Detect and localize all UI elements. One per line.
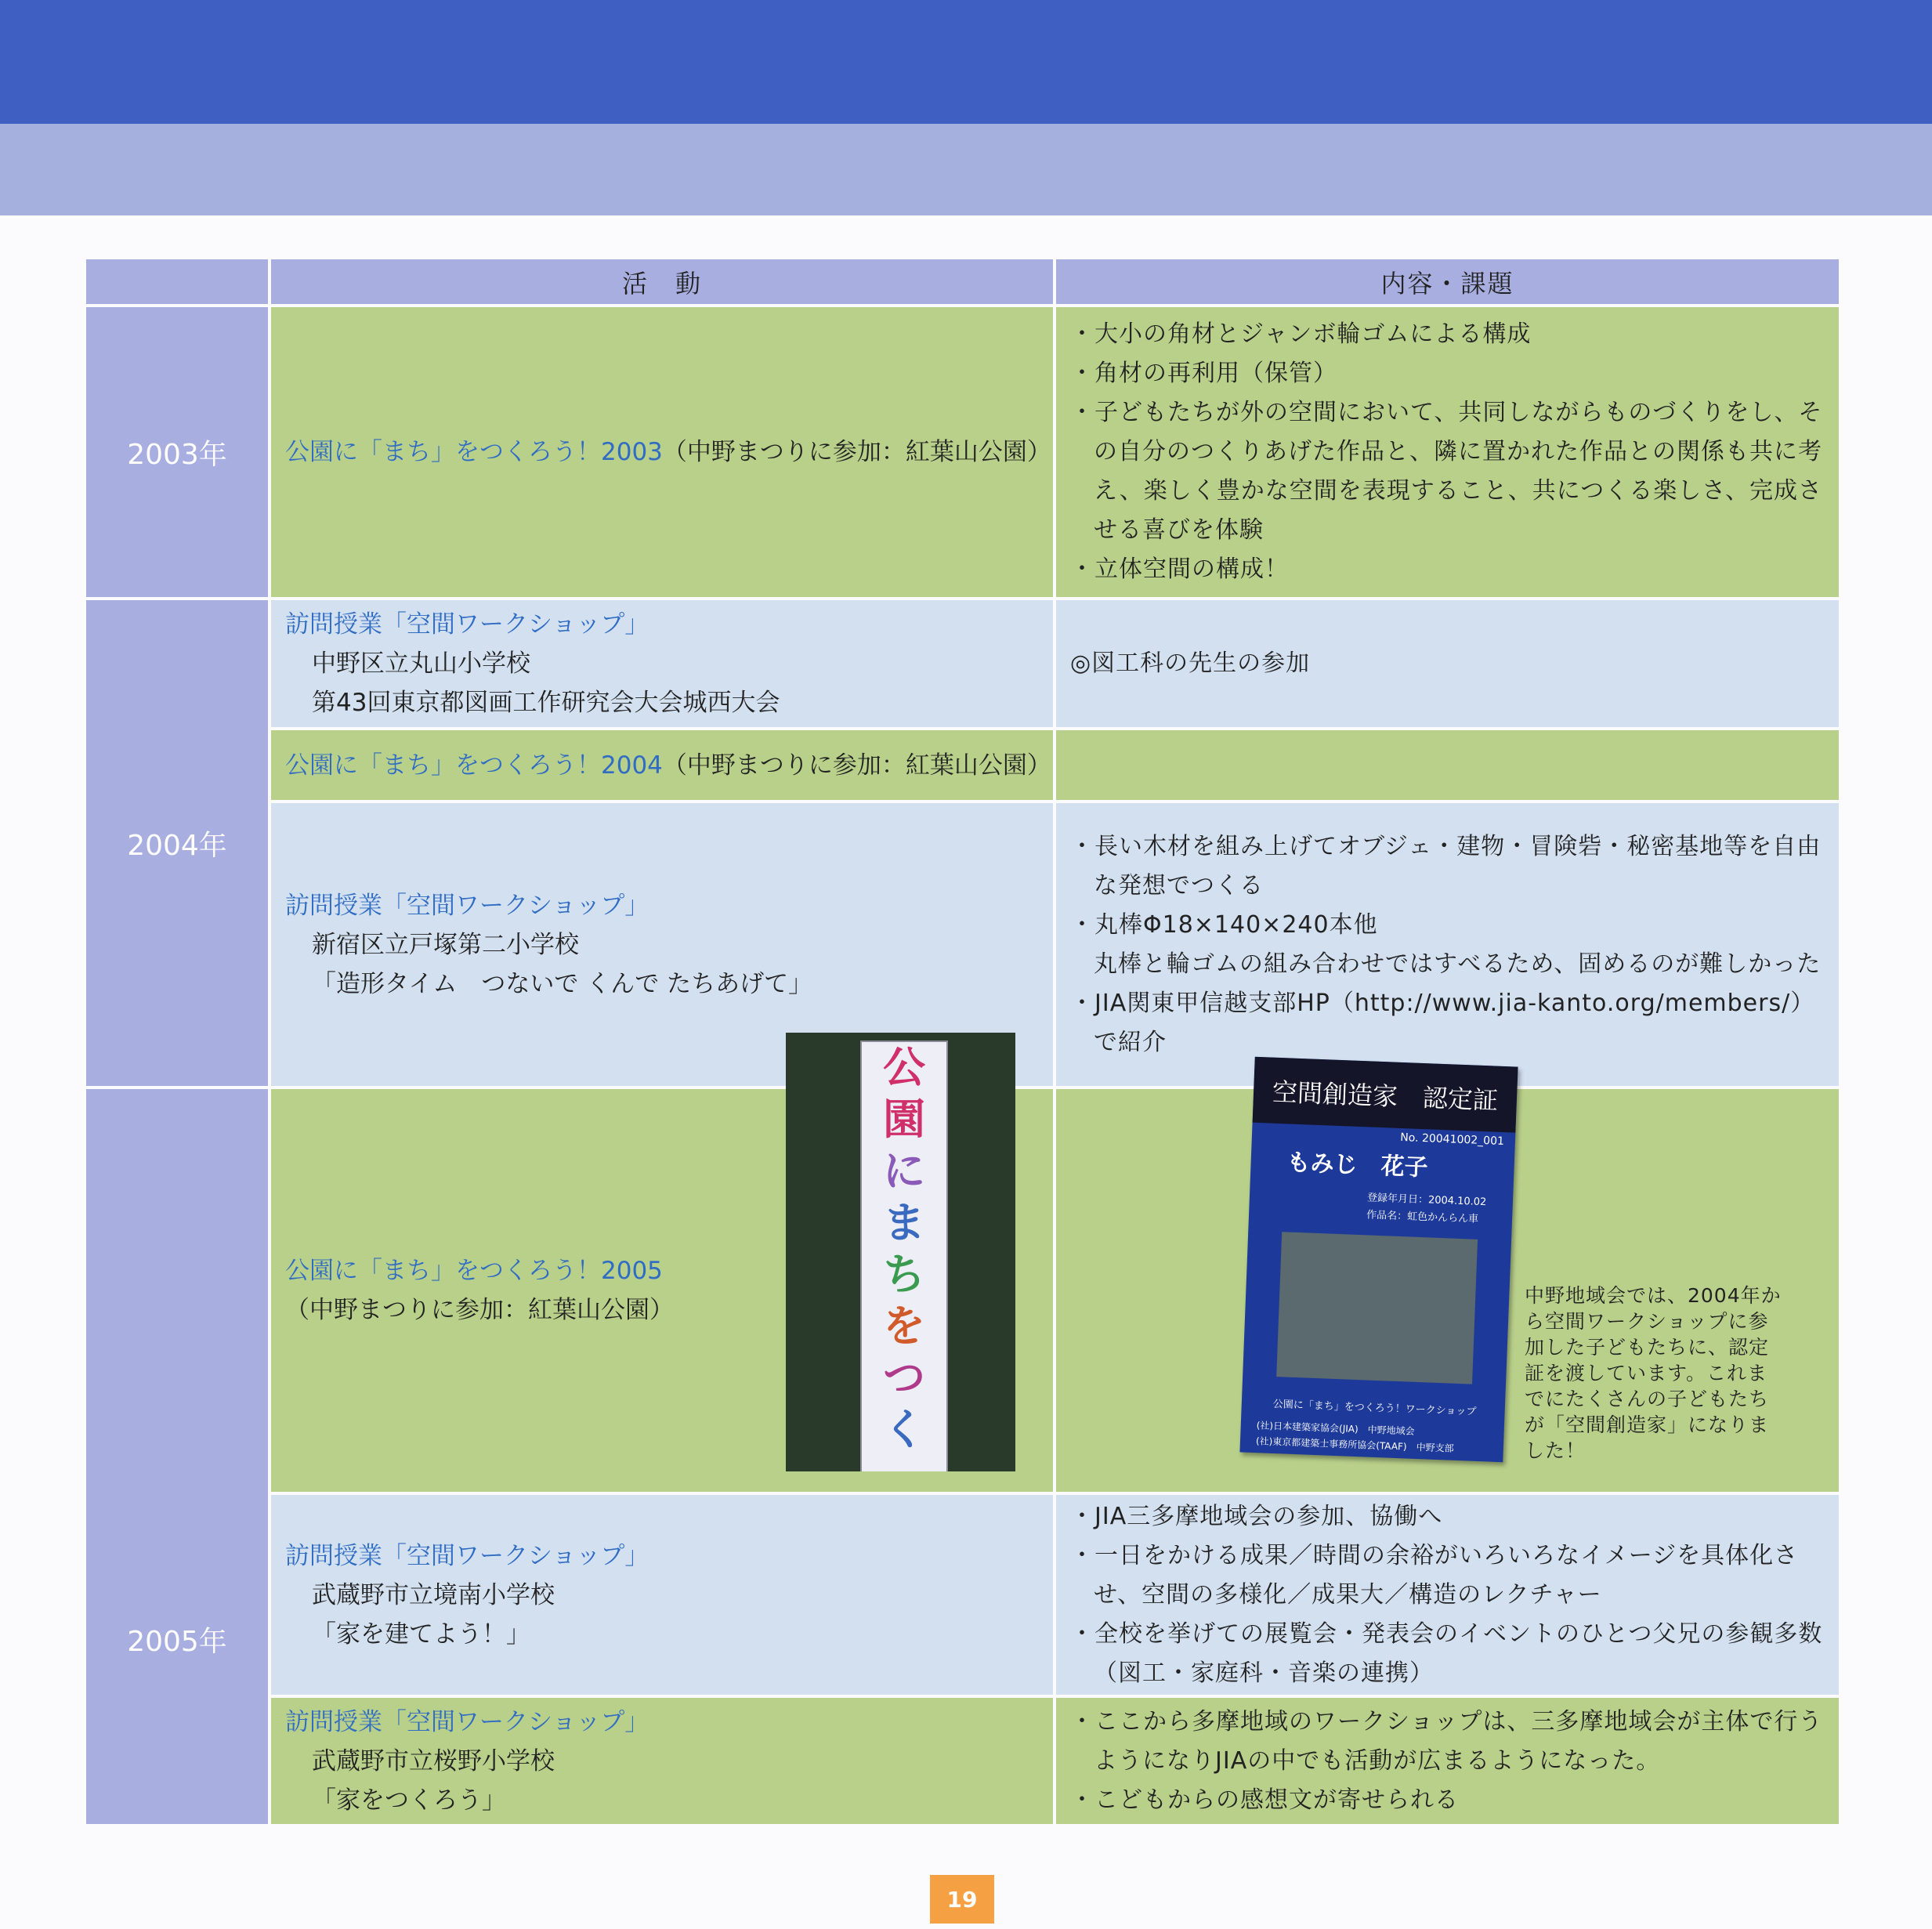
activity-sub: （中野まつりに参加：紅葉山公園） (662, 751, 1051, 780)
certificate-card (1239, 1057, 1518, 1463)
activity-sub: （中野まつりに参加：紅葉山公園） (662, 438, 1051, 466)
certificate-org: (社)東京都建築士事務所協会(TAAF) 中野支部 (1255, 1435, 1454, 1454)
certificate-org: (社)日本建築家協会(JIA) 中野地域会 (1256, 1420, 1415, 1437)
content-line: ・長い木材を組み上げてオブジェ・建物・冒険砦・秘密基地等を自由な発想でつくる (1070, 832, 1822, 899)
year-2005 (86, 1089, 268, 1824)
activity-event: 「造形タイム つないで くんで たちあげて」 (312, 969, 813, 998)
content-line: ・一日をかける成果／時間の余裕がいろいろなイメージを具体化させ、空間の多様化／成果大／構造のレクチャー (1070, 1541, 1799, 1609)
certificate-title: 空間創造家 認定証 (1253, 1057, 1518, 1133)
row-2004b-content (1056, 730, 1839, 800)
content-line: ・JIA関東甲信越支部HP（http://www.jia-kanto.org/members/）で紹介 (1070, 989, 1815, 1056)
content-line: ・全校を挙げての展覧会・発表会のイベントのひとつ父兄の参観多数（図工・家庭科・音楽の連携） (1070, 1620, 1823, 1687)
banner-char: ち (883, 1250, 925, 1299)
activity-school: 中野区立丸山小学校 (312, 650, 530, 678)
header-band (0, 0, 1932, 124)
activity-school: 武蔵野市立桜野小学校 (312, 1746, 555, 1775)
year-2004: 2004年 (86, 600, 268, 1086)
year-2005-label: 2005年 (127, 1626, 227, 1658)
certificate-work: 作品名：虹色かんらん車 (1366, 1209, 1479, 1225)
certificate-photo (1276, 1232, 1478, 1384)
certificate-date: 登録年月日：2004.10.02 (1366, 1192, 1487, 1209)
activity-title: 訪問授業「空間ワークショップ」 (285, 1707, 649, 1736)
banner-char: を (883, 1301, 925, 1351)
content-line: ・子どもたちが外の空間において、共同しながらものづくりをし、その自分のつくりあげた作品と、隣に置かれた作品との関係も共に考え、楽しく豊かな空間を表現すること、共につくる楽しさ、完成させる喜びを体験 (1070, 399, 1823, 544)
content-line: ・角材の再利用（保管） (1070, 360, 1337, 387)
header-corner (86, 259, 268, 304)
row-2005b-activity (271, 1495, 1053, 1695)
banner-char: つ (883, 1353, 925, 1402)
banner-char: に (883, 1146, 925, 1196)
activity-title: 公園に「まち」をつくろう！2005 (285, 1257, 663, 1285)
content-line: ・大小の角材とジャンボ輪ゴムによる構成 (1070, 320, 1532, 348)
activity-event: 「家を建てよう！」 (312, 1620, 530, 1649)
festival-banner (860, 1041, 948, 1471)
banner-char: 公 (883, 1043, 925, 1092)
activity-title: 訪問授業「空間ワークショップ」 (285, 1541, 649, 1570)
activity-title: 訪問授業「空間ワークショップ」 (285, 610, 649, 639)
activity-sub: （中野まつりに参加：紅葉山公園） (285, 1296, 674, 1324)
row-2005c-content (1056, 1698, 1839, 1824)
header-content: 内容・課題 (1056, 259, 1839, 304)
row-2003-activity (271, 307, 1053, 597)
content-line: ◎図工科の先生の参加 (1070, 650, 1311, 677)
header-activity: 活 動 (271, 259, 1053, 304)
activity-title: 公園に「まち」をつくろう！2003 (285, 438, 663, 466)
certificate-note: 中野地域会では、2004年から空間ワークショップに参加した子どもたちに、認定証を渡しています。これまでにたくさんの子どもたちが「空間創造家」になりました！ (1525, 1284, 1782, 1462)
banner-char: 園 (883, 1095, 925, 1144)
activity-school: 新宿区立戸塚第二小学校 (312, 930, 579, 959)
banner-char: く (883, 1405, 925, 1454)
year-2003: 2003年 (86, 307, 268, 597)
certificate-number: No. 20041002_001 (1400, 1131, 1505, 1149)
content-line: ・こどもからの感想文が寄せられる (1070, 1786, 1459, 1814)
activity-title: 訪問授業「空間ワークショップ」 (285, 891, 649, 920)
activity-school: 武蔵野市立境南小学校 (312, 1580, 555, 1609)
certificate-name: もみじ 花子 (1286, 1149, 1429, 1182)
certificate-workshop: 公園に「まち」をつくろう！ワークショップ (1272, 1398, 1477, 1418)
content-line: 丸棒と輪ゴムの組み合わせではすべるため、固めるのが難しかった (1094, 950, 1822, 978)
banner-char: ま (883, 1198, 925, 1247)
content-line: ・立体空間の構成！ (1070, 556, 1289, 583)
activity-event: 「家をつくろう」 (312, 1786, 506, 1815)
subheader-band (0, 124, 1932, 215)
banner-photo (786, 1033, 1015, 1471)
activity-event: 第43回東京都図画工作研究会大会城西大会 (312, 689, 780, 717)
row-2004a-content (1056, 600, 1839, 727)
activity-title: 公園に「まち」をつくろう！2004 (285, 751, 663, 780)
page-number: 19 (930, 1875, 994, 1924)
row-2003-content (1056, 307, 1839, 597)
content-line: ・ここから多摩地域のワークショップは、三多摩地域会が主体で行うようになりJIAの中でも活動が広まるようになった。 (1070, 1707, 1823, 1775)
row-2005c-activity (271, 1698, 1053, 1824)
row-2004a-activity (271, 600, 1053, 727)
content-line: ・JIA三多摩地域会の参加、協働へ (1070, 1502, 1443, 1530)
row-2005b-content (1056, 1495, 1839, 1695)
row-2004c-content (1056, 803, 1839, 1086)
content-line: ・丸棒Φ18×140×240本他 (1070, 910, 1378, 939)
row-2004b-activity (271, 730, 1053, 800)
